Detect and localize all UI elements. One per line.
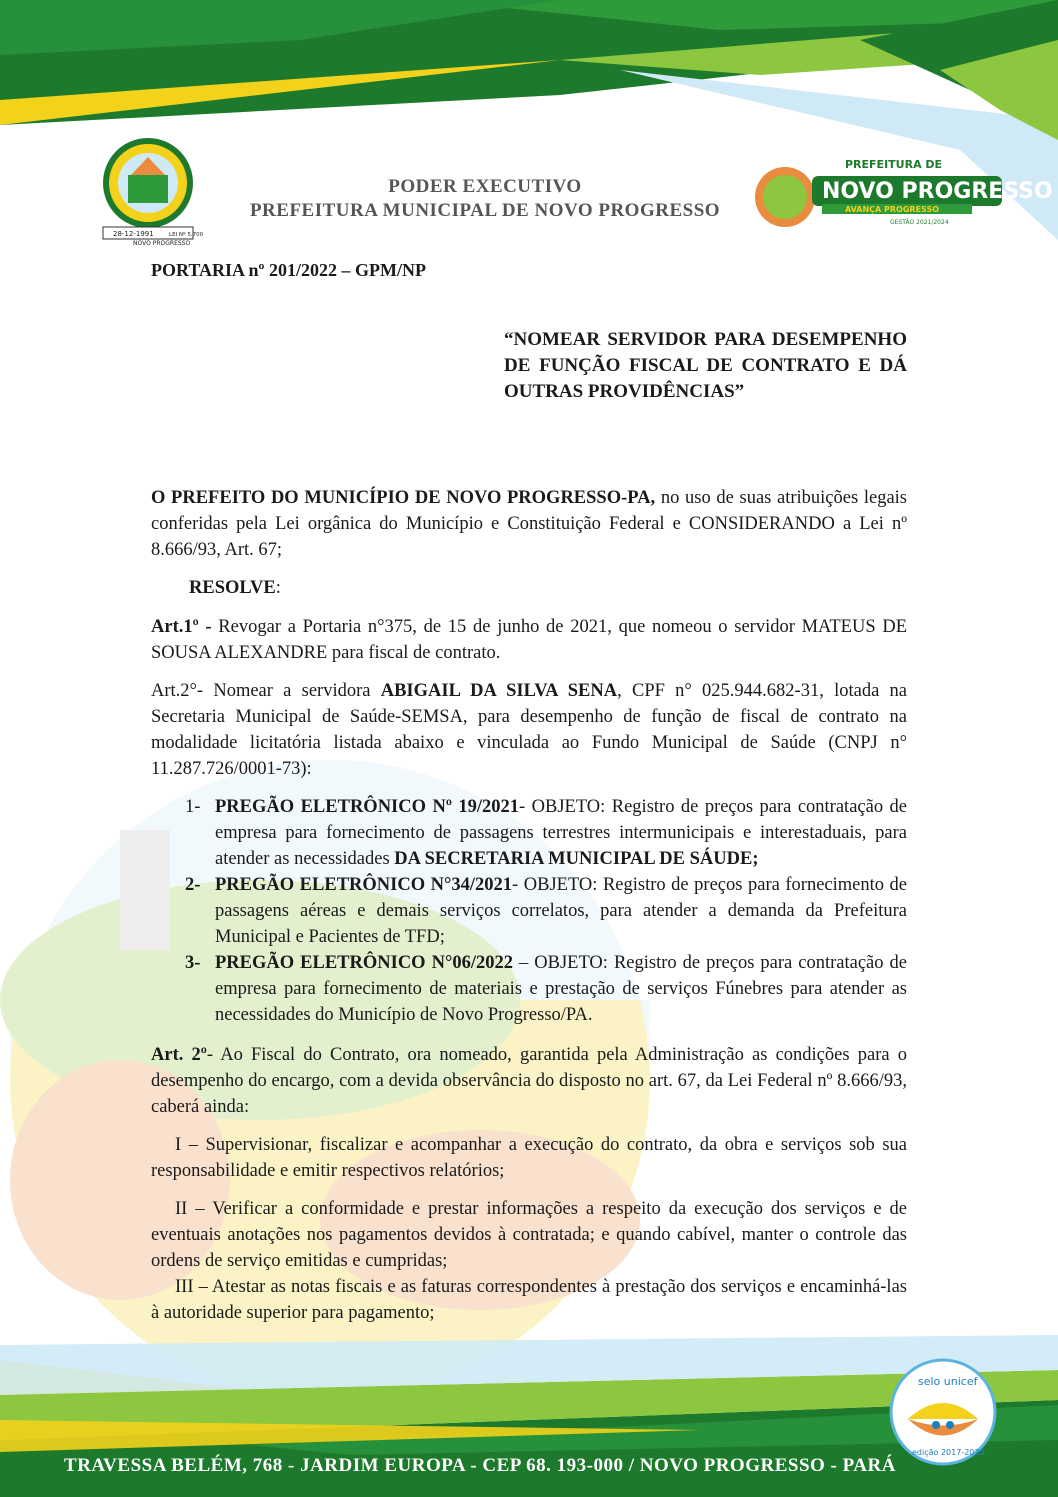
list-item-tail: DA SECRETARIA MUNICIPAL DE SÁUDE;: [394, 849, 759, 869]
inciso-3: III – Atestar as notas fiscais e as faturas correspondentes à prestação dos serviços e encaminhá-las à autoridade superior para pagamento;: [151, 1277, 907, 1323]
crest-name: NOVO PROGRESSO: [133, 240, 191, 247]
art2b-paragraph: [151, 1042, 907, 1120]
list-item-text: - OBJETO: Registro de preços para contratação de empresa para fornecimento de passagens terrestres intermunicipais e interestaduais, para atender as necessidades: [215, 797, 907, 869]
header-line-1: PODER EXECUTIVO: [388, 176, 582, 197]
list-item-title: PREGÃO ELETRÔNICO N°06/2022: [215, 953, 513, 973]
resolve-heading: RESOLVE:: [189, 578, 281, 598]
art2b-text: - Ao Fiscal do Contrato, ora nomeado, garantida pela Administração as condições para o desempenho do encargo, com a devida observância do disposto no art. 67, da Lei Federal nº 8.666/93, caberá ainda:: [151, 1045, 907, 1117]
list-item-title: PREGÃO ELETRÔNICO Nº 19/2021: [215, 797, 520, 817]
art1-paragraph: [151, 614, 907, 666]
logo-main-text: NOVO PROGRESSO: [822, 179, 1053, 204]
municipal-coat-of-arms-icon: [93, 135, 203, 249]
intro-bold: O PREFEITO DO MUNICÍPIO DE NOVO PROGRESSO-PA,: [151, 488, 656, 508]
ementa: “NOMEAR SERVIDOR PARA DESEMPENHO DE FUNÇÃO FISCAL DE CONTRATO E DÁ OUTRAS PROVIDÊNCIAS”: [504, 329, 907, 402]
list-item: [151, 872, 907, 950]
header-title: [230, 175, 740, 223]
inciso-1: I – Supervisionar, fiscalizar e acompanhar a execução do contrato, da obra e serviços sob sua responsabilidade e emitir respectivos relatórios;: [151, 1135, 907, 1181]
list-item-title: PREGÃO ELETRÔNICO N°34/2021: [215, 875, 513, 895]
crest-date: 28-12-1991: [113, 230, 154, 238]
pregao-list: [151, 794, 907, 1028]
art2-paragraph: Art.2°- Nomear a servidora ABIGAIL DA SILVA SENA, CPF n° 025.944.682-31, lotada na Secretaria Municipal de Saúde-SEMSA, para desempenho de função de fiscal de contrato na modalidade licitatória listada abaixo e vinculada ao Fundo Municipal de Saúde (CNPJ n° 11.287.726/0001-73):: [151, 681, 907, 779]
seal-top-text: selo unicef: [918, 1375, 978, 1388]
logo-tagline: AVANÇA PROGRESSO: [845, 205, 940, 214]
art1-label: Art.1º -: [151, 617, 212, 637]
art2-name: ABIGAIL DA SILVA SENA: [380, 681, 618, 701]
list-item: [151, 794, 907, 872]
list-item-number: 2-: [185, 875, 201, 895]
header-line-2: PREFEITURA MUNICIPAL DE NOVO PROGRESSO: [249, 200, 721, 221]
logo-top-text: PREFEITURA DE: [845, 158, 943, 171]
unicef-seal-icon: [888, 1357, 998, 1471]
seal-bottom-text: edição 2017-2020: [912, 1448, 985, 1457]
list-item-number: 3-: [185, 953, 201, 973]
list-item-text: – OBJETO: Registro de preços para contratação de empresa para fornecimento de materiais e prestação de serviços Fúnebres para atender as necessidades do Município de Novo Progresso/PA.: [215, 953, 907, 1025]
list-item-number: 1-: [185, 797, 201, 817]
intro-text: no uso de suas atribuições legais conferidas pela Lei orgânica do Município e Constituição Federal e CONSIDERANDO a Lei nº 8.666/93, Art. 67;: [151, 488, 907, 560]
list-item: [151, 950, 907, 1028]
logo-term: GESTÃO 2021/2024: [890, 219, 949, 226]
crest-law: LEI Nº 5.700: [169, 232, 204, 238]
list-item-text: - OBJETO: Registro de preços para fornecimento de passagens aéreas e demais serviços correlatos, para atender a demanda da Prefeitura Municipal e Pacientes de TFD;: [215, 875, 907, 947]
portaria-number: PORTARIA nº 201/2022 – GPM/NP: [151, 260, 426, 280]
novo-progresso-logo-icon: [750, 152, 1053, 236]
footer-address: TRAVESSA BELÉM, 768 - JARDIM EUROPA - CEP 68. 193-000 / NOVO PROGRESSO - PARÁ: [64, 1455, 896, 1476]
document-body: [151, 485, 907, 1326]
inciso-2: II – Verificar a conformidade e prestar informações a respeito da execução dos serviços e de eventuais anotações nos pagamentos devidos à contratada; e quando cabível, manter o controle das ordens de serviço emitidas e cumpridas;: [151, 1199, 907, 1271]
art1-text: Revogar a Portaria n°375, de 15 de junho de 2021, que nomeou o servidor MATEUS DE SOUSA ALEXANDRE para fiscal de contrato.: [151, 617, 907, 663]
art2b-label: Art. 2º: [151, 1045, 207, 1065]
intro-paragraph: [151, 485, 907, 563]
